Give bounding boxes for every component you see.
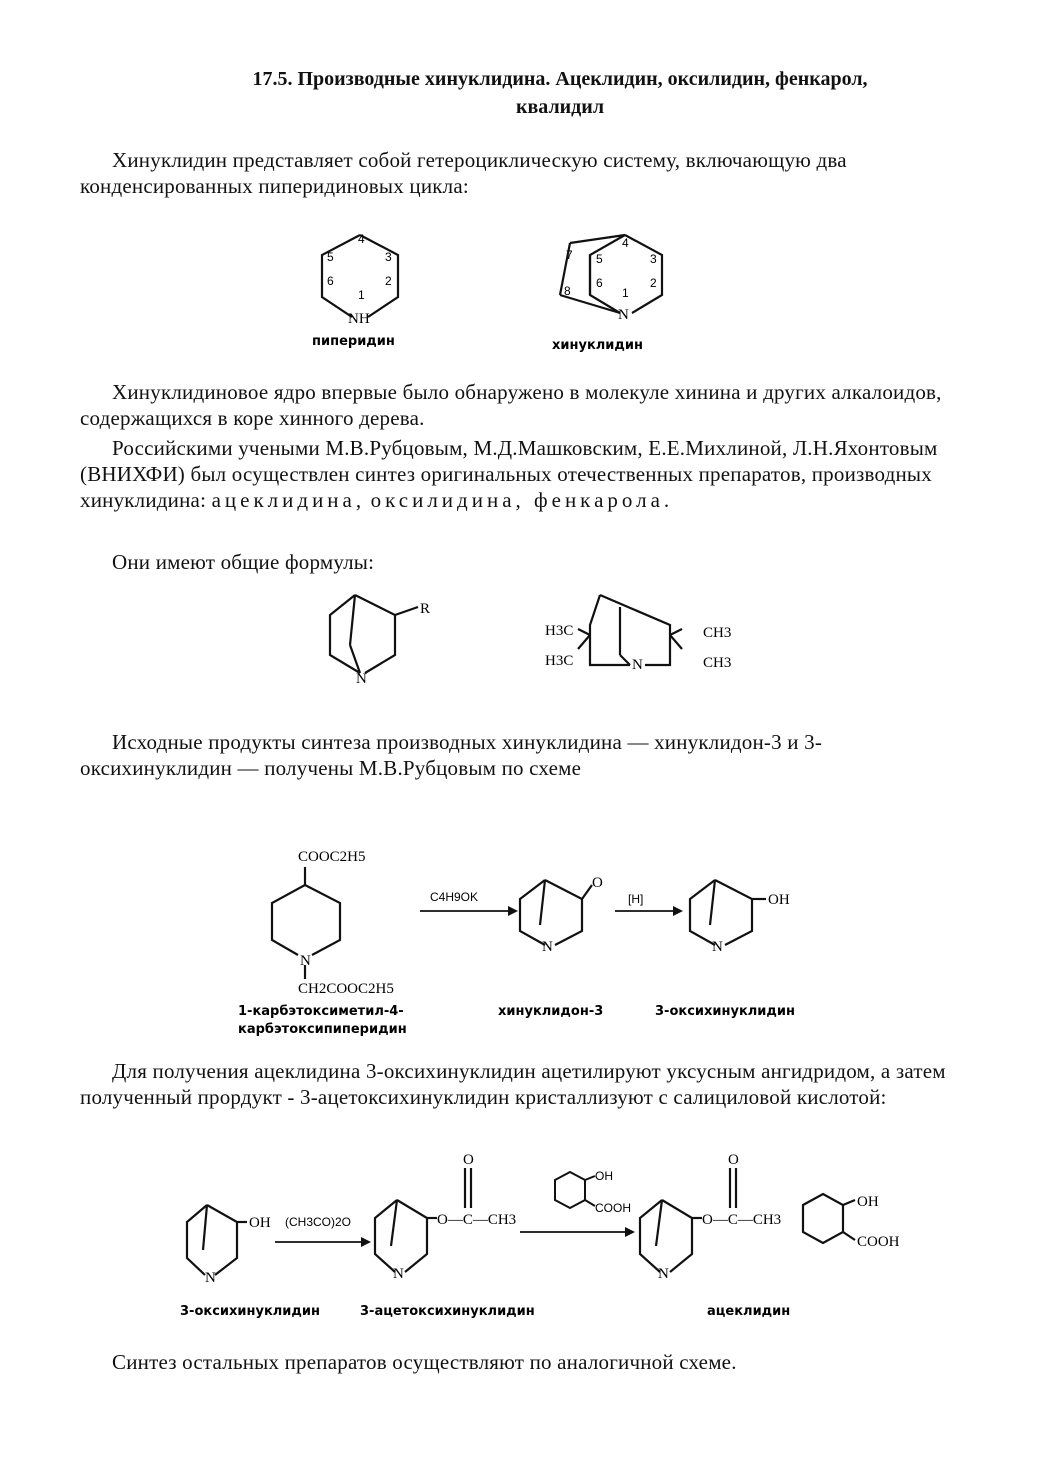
start-n-atom: N	[205, 1270, 216, 1286]
reagent-acetic-anhydride: (CH3CO)2O	[285, 1215, 352, 1229]
quinuclidine-label: хинуклидин	[552, 338, 643, 353]
quinuclidine-n-atom: N	[618, 307, 629, 323]
quin-num-6: 6	[596, 276, 603, 290]
quinuclidinone-n-atom: N	[542, 939, 553, 955]
paragraph-intro: Хинуклидин представляет собой гетероциклическую систему, включающую два конденсированных пиперидиновых цикла:	[80, 148, 847, 198]
ester-top-group: COOC2H5	[298, 849, 366, 865]
r-group-label: R	[420, 601, 431, 617]
quinuclidinone-structure	[520, 880, 592, 945]
paragraph-aceclidine-preparation: Для получения ацеклидина 3-оксихинуклидин ацетилируют уксусным ангидридом, а затем полученный прордукт - 3-ацетоксихинуклидин кристаллизуют с салициловой кислотой:	[80, 1059, 946, 1109]
figure-general-formulas	[310, 585, 780, 695]
quin-num-4: 4	[622, 236, 629, 250]
figure-piperidine-quinuclidine	[290, 225, 710, 360]
aceclidine-label: ацеклидин	[707, 1304, 791, 1319]
ketone-oxygen: O	[592, 875, 603, 891]
reagent-reduction: [H]	[628, 892, 644, 906]
drug-aceclidine: ацеклидина,	[211, 488, 366, 512]
acetoxy-carbonyl-oxygen: O	[463, 1152, 474, 1168]
right-ch3-bottom: CH3	[703, 655, 732, 671]
section-heading-line1: 17.5. Производные хинуклидина. Ацеклидин, оксилидин, фенкарол,	[252, 68, 868, 90]
quin-num-1: 1	[622, 286, 629, 300]
aceclidine-carbonyl-oxygen: O	[728, 1152, 739, 1168]
hydroxyl-group: OH	[768, 892, 790, 908]
aceclidine-n-atom: N	[658, 1266, 669, 1282]
section-heading-line2: квалидил	[515, 96, 605, 118]
acetoxy-ester-link: O—C—CH3	[437, 1212, 517, 1228]
drug-oxylidine-fencarol: оксилидина, фенкарола.	[370, 488, 674, 512]
left-ch3-top: H3C	[545, 623, 574, 639]
salicylic-acid-product-structure	[803, 1194, 855, 1243]
quin-num-5: 5	[596, 252, 603, 266]
paragraph-starting-products: Исходные продукты синтеза производных хинуклидина — хинуклидон-3 и 3-оксихинуклидин — получены М.В.Рубцовым по схеме	[80, 730, 823, 780]
piperidine-label: пиперидин	[312, 334, 395, 349]
tetramethyl-n-atom: N	[632, 657, 643, 673]
acetoxy-n-atom: N	[393, 1266, 404, 1282]
aceclidine-ester-link: O—C—CH3	[702, 1212, 782, 1228]
start-compound-label-line1: 1-карбэтоксиметил-4-	[238, 1004, 404, 1019]
reagent-acid-cooh: COOH	[595, 1201, 631, 1215]
pip-num-1: 1	[358, 288, 365, 302]
start-hydroxyl: OH	[249, 1215, 271, 1231]
hydroxyquinuclidine-label: 3-оксихинуклидин	[655, 1004, 796, 1019]
quinuclidine-r-n-atom: N	[356, 671, 367, 687]
quinuclidine-structure	[560, 235, 662, 313]
hydroxyquinuclidine-structure	[690, 880, 766, 945]
piperidine-n-atom: N	[300, 953, 311, 969]
reagent-acid-oh: OH	[595, 1169, 613, 1183]
quinuclidine-r-structure	[330, 595, 418, 673]
figure-aceclidine-synthesis	[175, 1150, 935, 1330]
pip-num-2: 2	[385, 274, 392, 288]
paragraph-conclusion: Синтез остальных препаратов осуществляют по аналогичной схеме.	[112, 1350, 737, 1374]
quin-num-3: 3	[650, 252, 657, 266]
ester-bottom-group: CH2COOC2H5	[298, 981, 394, 997]
reagent-potassium-butoxide: C4H9OK	[430, 890, 479, 904]
acetoxy-label: 3-ацетоксихинуклидин	[360, 1304, 535, 1319]
pip-num-3: 3	[385, 250, 392, 264]
hydroxyquinuclidine-n-atom: N	[712, 939, 723, 955]
tetramethyl-quinuclidine-structure	[578, 595, 682, 665]
left-ch3-bottom: H3C	[545, 653, 574, 669]
product-acid-oh: OH	[857, 1194, 879, 1210]
synthesis-text: Российскими учеными М.В.Рубцовым, М.Д.Машковским, Е.Е.Михлиной, Л.Н.Яхонтовым (ВНИХФИ) был осуществлен синтез оригинальных отечественных препаратов, производных хинуклидина:	[80, 436, 938, 512]
salicylic-acid-reagent-structure	[555, 1172, 595, 1208]
quin-num-2: 2	[650, 276, 657, 290]
start-compound-label-line2: карбэтоксипиперидин	[238, 1022, 407, 1037]
pip-num-4: 4	[358, 232, 365, 246]
quin-num-8: 8	[564, 284, 571, 298]
quin-num-7: 7	[566, 248, 573, 262]
paragraph-general-formulas: Они имеют общие формулы:	[112, 550, 375, 574]
pip-num-5: 5	[327, 250, 334, 264]
piperidine-numbers	[327, 232, 392, 302]
pip-num-6: 6	[327, 274, 334, 288]
quinuclidinone-label: хинуклидон-3	[498, 1004, 604, 1019]
product-acid-cooh: COOH	[857, 1234, 900, 1250]
start-hydroxyquinuclidine-structure	[187, 1205, 247, 1275]
paragraph-history: Хинуклидиновое ядро впервые было обнаружено в молекуле хинина и других алкалоидов, содержащихся в коре хинного дерева.	[80, 380, 942, 430]
start-alcohol-label: 3-оксихинуклидин	[180, 1304, 321, 1319]
piperidine-ring-right	[360, 235, 398, 317]
paragraph-synthesis	[80, 435, 970, 513]
piperidine-nh-atom: NH	[348, 311, 370, 327]
figure-rubtsov-scheme	[230, 835, 870, 1040]
right-ch3-top: CH3	[703, 625, 732, 641]
